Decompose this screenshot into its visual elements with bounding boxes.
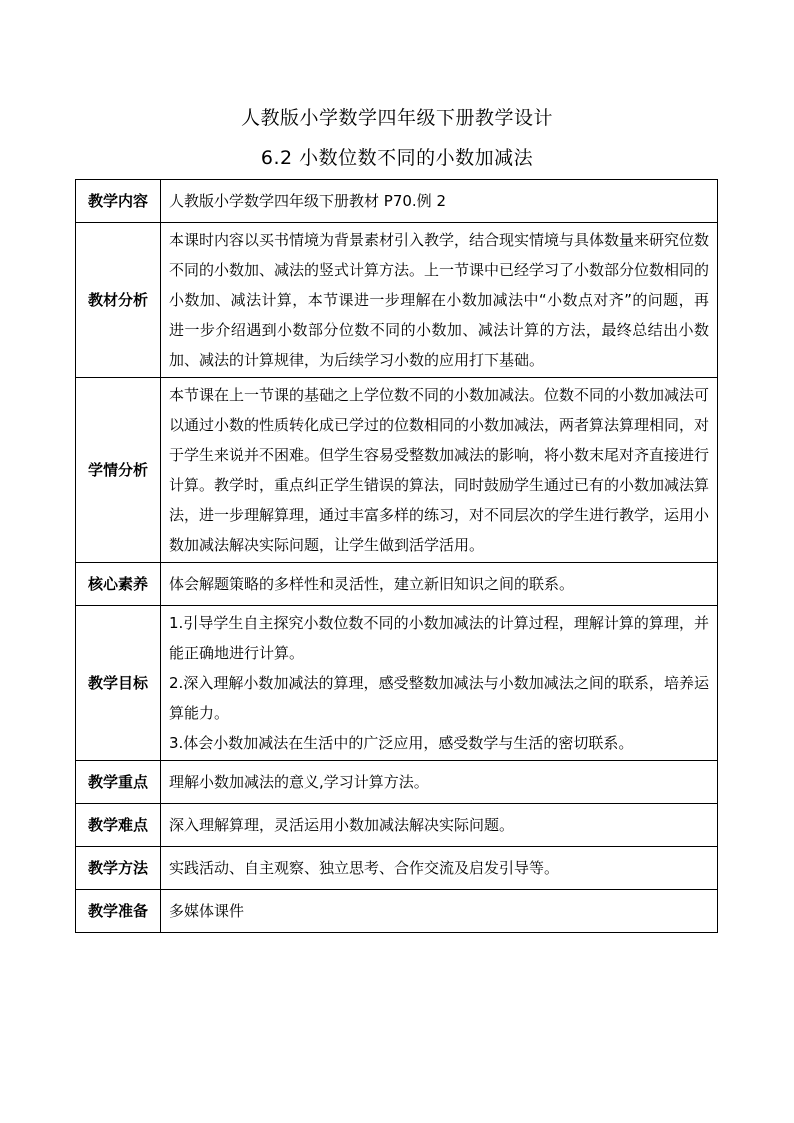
row-label-difficult-points: 教学难点 — [76, 804, 161, 847]
table-row-teaching-preparation — [76, 890, 718, 933]
goal-item: 3.体会小数加减法在生活中的广泛应用，感受数学与生活的密切联系。 — [169, 734, 634, 752]
table-row-material-analysis — [76, 223, 718, 378]
row-label-teaching-goals: 教学目标 — [76, 606, 161, 761]
lesson-plan-table — [75, 179, 718, 933]
goal-item: 1.引导学生自主探究小数位数不同的小数加减法的计算过程，理解计算的算理，并能正确地进行计算。 — [169, 614, 709, 662]
table-row-core-literacy — [76, 563, 718, 606]
table-row-difficult-points — [76, 804, 718, 847]
table-row-teaching-content — [76, 180, 718, 223]
document-title: 人教版小学数学四年级下册教学设计 — [240, 107, 553, 129]
row-content-student-analysis: 本节课在上一节课的基础之上学位数不同的小数加减法。位数不同的小数加减法可以通过小数的性质转化成已学过的位数相同的小数加减法，两者算法算理相同，对于学生来说并不困难。但学生容易受整数加减法的影响，将小数末尾对齐直接进行计算。教学时，重点纠正学生错误的算法，同时鼓励学生通过已有的小数加减法算法，进一步理解算理，通过丰富多样的练习，对不同层次的学生进行教学，运用小数加减法解决实际问题，让学生做到活学活用。 — [161, 378, 718, 563]
row-label-key-points: 教学重点 — [76, 761, 161, 804]
row-content-key-points: 理解小数加减法的意义,学习计算方法。 — [161, 761, 718, 804]
row-label-teaching-methods: 教学方法 — [76, 847, 161, 890]
row-label-teaching-content: 教学内容 — [76, 180, 161, 223]
goal-item: 2.深入理解小数加减法的算理，感受整数加减法与小数加减法之间的联系，培养运算能力。 — [169, 674, 709, 722]
document-subtitle: 6.2 小数位数不同的小数加减法 — [260, 147, 534, 169]
table-row-teaching-goals — [76, 606, 718, 761]
table-row-teaching-methods — [76, 847, 718, 890]
row-content-difficult-points: 深入理解算理，灵活运用小数加减法解决实际问题。 — [161, 804, 718, 847]
row-content-teaching-preparation: 多媒体课件 — [161, 890, 718, 933]
row-label-material-analysis: 教材分析 — [76, 223, 161, 378]
row-content-teaching-content: 人教版小学数学四年级下册教材 P70.例 2 — [161, 180, 718, 223]
row-content-material-analysis: 本课时内容以买书情境为背景素材引入教学，结合现实情境与具体数量来研究位数不同的小数加、减法的竖式计算方法。上一节课中已经学习了小数部分位数相同的小数加、减法计算，本节课进一步理解在小数加减法中“小数点对齐”的问题，再进一步介绍遇到小数部分位数不同的小数加、减法计算的方法，最终总结出小数加、减法的计算规律，为后续学习小数的应用打下基础。 — [161, 223, 718, 378]
row-content-teaching-methods: 实践活动、自主观察、独立思考、合作交流及启发引导等。 — [161, 847, 718, 890]
row-label-teaching-preparation: 教学准备 — [76, 890, 161, 933]
table-row-student-analysis — [76, 378, 718, 563]
row-content-core-literacy: 体会解题策略的多样性和灵活性，建立新旧知识之间的联系。 — [161, 563, 718, 606]
table-row-key-points — [76, 761, 718, 804]
row-content-teaching-goals — [161, 606, 718, 761]
row-label-student-analysis: 学情分析 — [76, 378, 161, 563]
row-label-core-literacy: 核心素养 — [76, 563, 161, 606]
